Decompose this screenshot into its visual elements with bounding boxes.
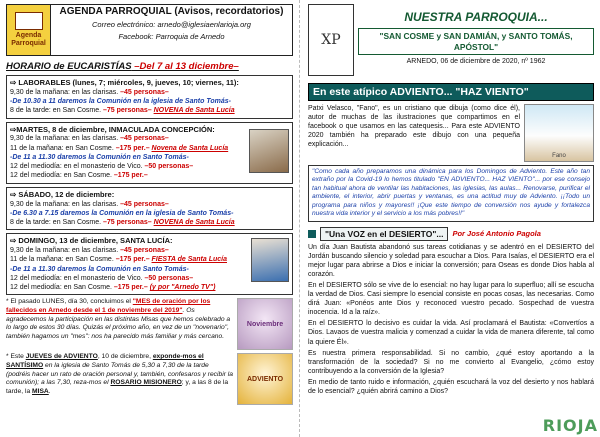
voz-author: Por José Antonio Pagola xyxy=(452,229,541,239)
agenda-title: AGENDA PARROQUIAL (Avisos, recordatorios) xyxy=(59,6,284,17)
fano-drawing-image: Fano xyxy=(524,104,594,162)
martes-box: ⇨MARTES, 8 de diciembre, INMACULADA CONCEPCIÓN: 9,30 de la mañana: en las clarisas. –45 personas– 11 de la mañana: en San Cosme. –175 per.– Novena de Santa Lucía -De 11 a 11.30 daremos la Comunión en Santo Tomás- 12 del mediodía: en el monasterio de Vico. –50 personas– 12 del mediodía: en San Cosme. –175 per.– xyxy=(6,122,293,184)
adviento-banner: En este atípico ADVIENTO... "HAZ VIENTO" xyxy=(308,83,594,101)
laborables-day: ⇨ LABORABLES (lunes, 7; miércoles, 9, jueves, 10; viernes, 11): xyxy=(10,78,239,87)
voz-title: "Una VOZ en el DESIERTO"... xyxy=(320,227,448,241)
right-page xyxy=(300,0,600,437)
noviembre-image: Noviembre xyxy=(237,298,293,350)
adviento-text: Patxi Velasco, "Fano", es un cristiano que dibuja (como dice él), autor de muchas de las ilustraciones que compartimos en el facebook o que usamos en las catequesis... Para este ADVIENTO 2020 también ha preparado este dibujo con una pequeña explicación... xyxy=(308,105,520,149)
voz-title-row xyxy=(308,227,594,241)
sabado-box: ⇨ SÁBADO, 12 de diciembre: 9,30 de la mañana: en las clarisas. –45 personas– -De 6.30 a 7.15 daremos la Comunión en la iglesia de Santo Tomás- 8 de la tarde: en San Cosme. –75 personas– NOVENA de Santa Lucía xyxy=(6,187,293,231)
laborables-box: ⇨ LABORABLES (lunes, 7; miércoles, 9, jueves, 10; viernes, 11): 9,30 de la mañana: en las clarisas. –45 personas– -De 10.30 a 11 daremos la Comunión en la iglesia de Santo Tomás- 8 de la tarde: en San Cosme. –75 personas– NOVENA de Santa Lucía xyxy=(6,75,293,119)
parroquia-title: NUESTRA PARROQUIA... xyxy=(404,10,548,24)
rioja-watermark: RIOJA xyxy=(542,416,598,435)
note-mes-oracion: * El pasado LUNES, día 30, concluimos el "MES de oración por los fallecidos en Arnedo desde el 1 de noviembre del 2019". Os agradecemos la participación en las distintas Misas que hemos celebrado a lo largo de estos 30 días. Quizás el próximo año, en vez de un "novenario", también hagamos un "mes": nos ha parecido más familiar y más cercano. Noviembre xyxy=(6,298,293,350)
chi-rho-logo: XP xyxy=(308,4,354,76)
note-jueves-adviento: * Este JUEVES de ADVIENTO, 10 de diciembre, exponde-mos el SANTÍSIMO en la iglesia de Santo Tomás de 5,30 a 7,30 de la tarde (podréis hacer un rato de oración personal y, también, confesaros y recibir la comunión); a las 7,30, reza-mos el ROSARIO MISIONERO; y, a las 8 de la tarde, la MISA. ADVIENTO xyxy=(6,353,293,405)
agenda-header xyxy=(6,4,293,56)
parroquia-header xyxy=(308,4,594,78)
adviento-quote: "Como cada año preparamos una dinámica para los Domingos de Adviento. Este año tan extraño por la Covid-19 lo hemos titulado "EN ADVIENTO... HAZ VIENTO"... por ese consejo tan habitual ahora de ventilar las habitaciones, las iglesias, las aulas... Renovarse, purificar el ambiente, el interior, abrir puertas y ventanas, es una actitud muy de Adviento. ¡¡Todo un programa para niños y mayores!! ¡Que este tiempo de conversión nos ayude y fortalezca nuestra vida interior y el servicio a los más pobres!!" xyxy=(308,165,594,222)
inmaculada-image xyxy=(249,129,289,173)
book-icon xyxy=(15,12,43,30)
square-bullet-icon xyxy=(308,230,316,238)
agenda-email[interactable]: Correo electrónico: arnedo@iglesiaenlarioja.org xyxy=(92,20,251,29)
adviento-image: ADVIENTO xyxy=(237,353,293,405)
horario-title: HORARIO de EUCARISTÍAS –Del 7 al 13 diciembre– xyxy=(6,61,239,72)
agenda-logo: Agenda Parroquial xyxy=(7,5,51,55)
issue-date: ARNEDO, 06 de diciembre de 2020, nº 1962 xyxy=(406,58,546,65)
domingo-box: ⇨ DOMINGO, 13 de diciembre, SANTA LUCÍA: 9,30 de la mañana: en las clarisas. –45 personas– 11 de la mañana: en San Cosme. –175 per.– FIESTA de Santa Lucía -De 11 a 11.30 daremos la Comunión en Santo Tomás- 12 del mediodía: en el monasterio de Vico. –50 personas– 12 del mediodía: en San Cosme. –175 per.– (y por "Arnedo TV") xyxy=(6,233,293,295)
santa-lucia-image xyxy=(251,238,289,282)
parroquia-names: "SAN COSME y SAN DAMIÁN, y SANTO TOMÁS, APÓSTOL" xyxy=(358,28,594,55)
agenda-facebook[interactable]: Facebook: Parroquia de Arnedo xyxy=(118,32,225,41)
voz-body: Un día Juan Bautista abandonó sus tareas cotidianas y se adentró en el DESIERTO del Jordán buscando silencio y soledad para escuchar a Dios. Para Isaías, el DESIERTO era el mejor lugar para abrirse a Dios e iniciar la conversión; para Oseas es donde Dios habla al corazón. En el DESIERTO sólo se vive de lo esencial: no hay lugar para lo superfluo; allí se escucha la verdad de Dios. Casi siempre lo esencial consiste en pocas cosas, las necesarias. Como dirá Juan: «Ponéos ante Dios y reconoced vuestro pecado. Sospechad de vuestra inocencia. Id a la raíz». En el DESIERTO lo decisivo es cuidar la vida. Así proclamará el Bautista: «Convertíos a Dios. Lavaos de vuestra malicia y comenzad a cuidar la vida de manera diferente, tal como la quiere Él». Es nuestra primera responsabilidad. Si no cambio, ¿qué estoy aportando a la transformación de la sociedad? Si no me convierto al Evangelio, ¿cómo estoy contribuyendo a la conversión de la Iglesia? En medio de tanto ruido e información, ¿quién escuchará la voz del desierto y nos hablará de lo esencial? ¿quién abrirá camino a Dios? xyxy=(308,243,594,396)
